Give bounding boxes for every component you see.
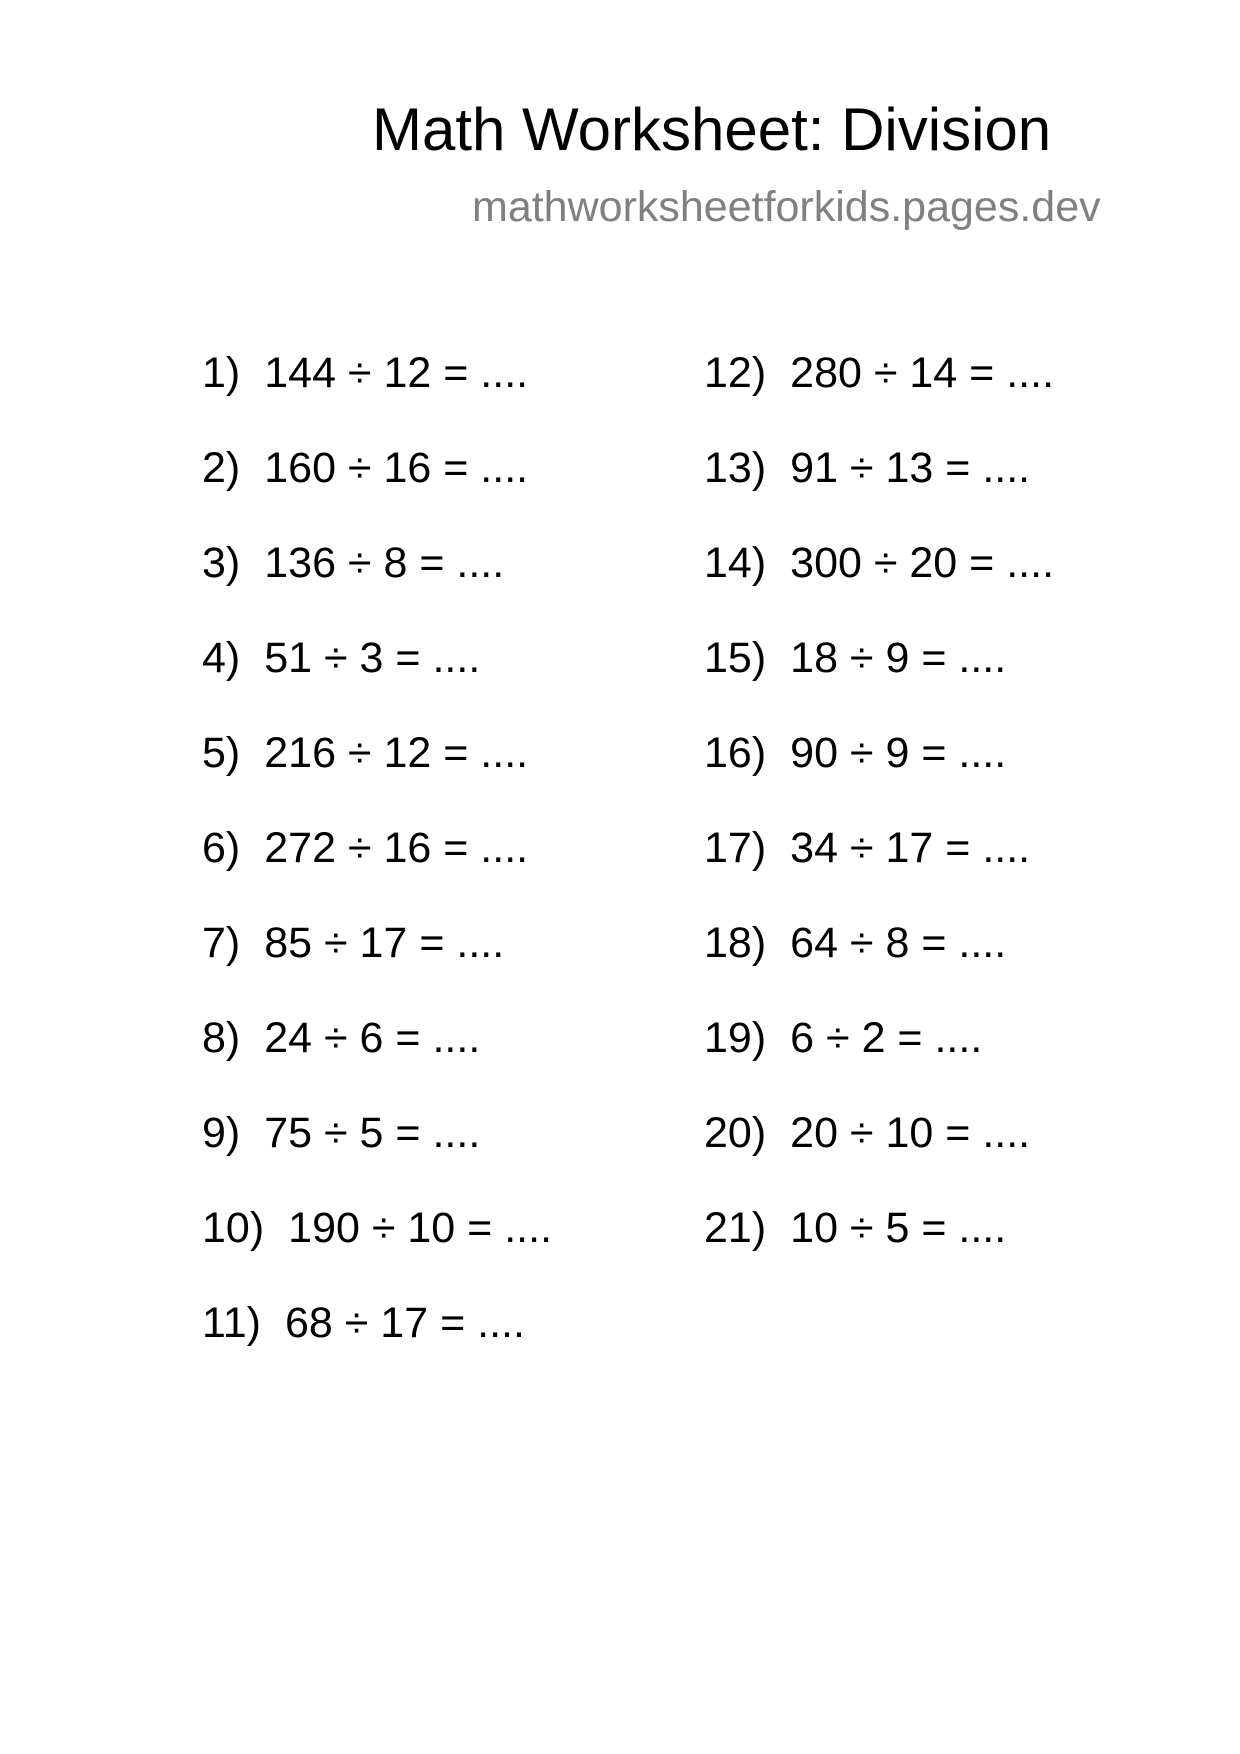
problem-expression: 10 ÷ 5 = .... (790, 1204, 1007, 1252)
problem-item (202, 729, 552, 827)
problem-item (704, 1204, 1054, 1302)
problem-number: 5) (202, 729, 241, 777)
problem-number: 16) (704, 729, 767, 777)
problem-number: 2) (202, 444, 241, 492)
problem-number: 12) (704, 349, 767, 397)
problem-item (704, 824, 1054, 922)
problem-number: 15) (704, 634, 767, 682)
problem-number: 13) (704, 444, 767, 492)
problem-item (202, 1014, 552, 1112)
problem-item (704, 444, 1054, 542)
problem-item (202, 349, 552, 447)
problem-expression: 20 ÷ 10 = .... (790, 1109, 1031, 1157)
problem-item (704, 919, 1054, 1017)
problem-number: 11) (202, 1299, 261, 1347)
problem-expression: 34 ÷ 17 = .... (790, 824, 1031, 872)
problem-item (704, 1014, 1054, 1112)
problem-number: 4) (202, 634, 241, 682)
problem-number: 20) (704, 1109, 767, 1157)
worksheet-source-url: mathworksheetforkids.pages.dev (472, 183, 1101, 231)
problem-expression: 91 ÷ 13 = .... (790, 444, 1031, 492)
problem-item (704, 539, 1055, 637)
problem-number: 19) (704, 1014, 767, 1062)
problem-number: 9) (202, 1109, 241, 1157)
problem-expression: 272 ÷ 16 = .... (264, 824, 529, 872)
problem-expression: 75 ÷ 5 = .... (264, 1109, 481, 1157)
problem-item (202, 444, 552, 542)
problem-number: 21) (704, 1204, 767, 1252)
problem-number: 14) (704, 539, 767, 587)
problem-expression: 280 ÷ 14 = .... (790, 349, 1055, 397)
problem-expression: 144 ÷ 12 = .... (264, 349, 529, 397)
problem-expression: 24 ÷ 6 = .... (264, 1014, 481, 1062)
problem-expression: 51 ÷ 3 = .... (264, 634, 481, 682)
problem-number: 18) (704, 919, 767, 967)
problem-item (202, 634, 552, 732)
problem-expression: 64 ÷ 8 = .... (790, 919, 1007, 967)
problem-number: 3) (202, 539, 241, 587)
problem-expression: 90 ÷ 9 = .... (790, 729, 1007, 777)
problem-number: 7) (202, 919, 241, 967)
problem-item (202, 824, 552, 922)
problem-expression: 160 ÷ 16 = .... (264, 444, 529, 492)
problem-expression: 68 ÷ 17 = .... (284, 1299, 525, 1347)
problem-item (704, 729, 1054, 827)
problem-expression: 300 ÷ 20 = .... (790, 539, 1055, 587)
problem-number: 8) (202, 1014, 241, 1062)
problem-expression: 216 ÷ 12 = .... (264, 729, 529, 777)
worksheet-title: Math Worksheet: Division (372, 96, 1052, 163)
problem-item (704, 634, 1054, 732)
problem-number: 17) (704, 824, 767, 872)
problem-item (202, 1204, 553, 1302)
problems-left-column (202, 349, 553, 1397)
problem-item (202, 1299, 552, 1397)
problem-item (704, 349, 1055, 447)
problem-number: 10) (202, 1204, 265, 1252)
problem-number: 1) (202, 349, 241, 397)
problem-expression: 136 ÷ 8 = .... (264, 539, 505, 587)
problem-expression: 190 ÷ 10 = .... (288, 1204, 553, 1252)
problem-item (202, 1109, 552, 1207)
problem-item (202, 919, 552, 1017)
problem-expression: 18 ÷ 9 = .... (790, 634, 1007, 682)
problem-expression: 6 ÷ 2 = .... (790, 1014, 983, 1062)
problem-number: 6) (202, 824, 241, 872)
problems-right-column (704, 349, 1055, 1302)
problem-item (704, 1109, 1054, 1207)
problem-item (202, 539, 552, 637)
problem-expression: 85 ÷ 17 = .... (264, 919, 505, 967)
